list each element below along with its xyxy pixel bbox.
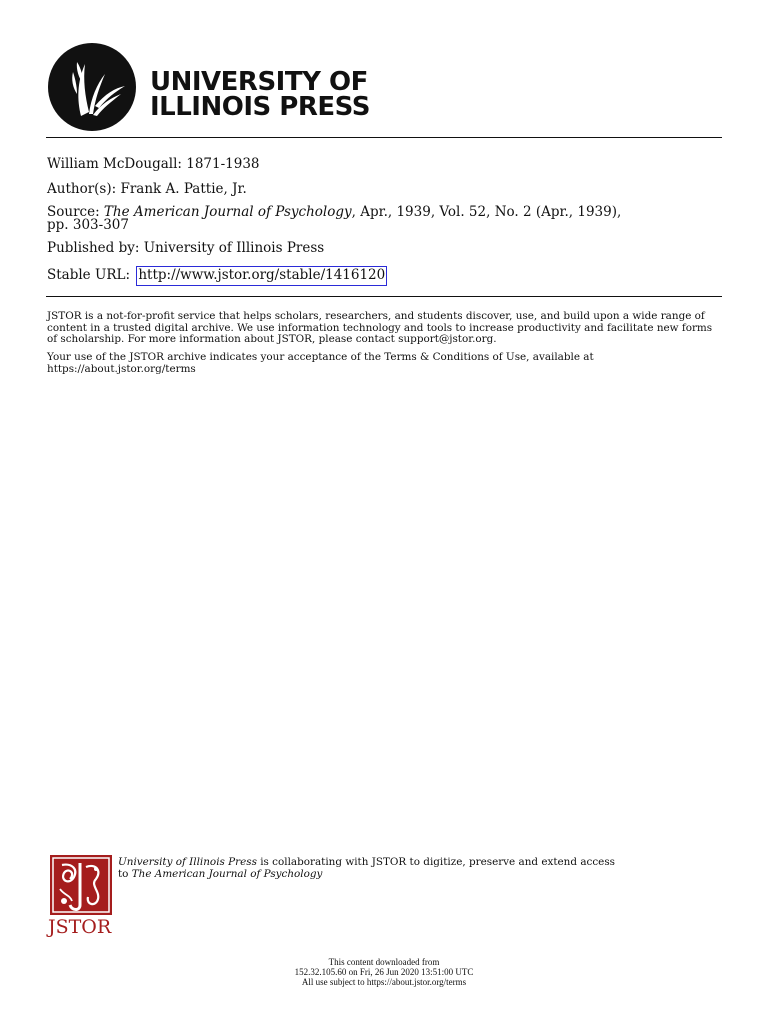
source-label: Source:	[47, 204, 100, 220]
article-publisher: Published by: University of Illinois Press	[47, 240, 325, 256]
collab-text: is collaborating with JSTOR to digitize, preserve and extend access	[256, 856, 615, 868]
university-of-illinois-press-logo	[47, 42, 370, 132]
article-author: Author(s): Frank A. Pattie, Jr.	[47, 181, 247, 197]
jstor-wordmark: JSTOR	[48, 916, 112, 938]
collab-press: University of Illinois Press	[118, 856, 257, 868]
footer-line-3: All use subject to https://about.jstor.org/terms	[301, 977, 467, 987]
collab-to: to	[118, 868, 132, 880]
stable-url-link[interactable]: http://www.jstor.org/stable/1416120	[136, 266, 387, 286]
press-emblem-icon	[47, 42, 137, 132]
jstor-seal-icon	[50, 855, 112, 915]
stable-url-label: Stable URL:	[47, 267, 131, 283]
source-pages: pp. 303-307	[47, 217, 129, 233]
source-details: , Apr., 1939, Vol. 52, No. 2 (Apr., 1939),	[351, 204, 622, 220]
collaboration-notice	[118, 856, 718, 880]
jstor-description: JSTOR is a not-for-profit service that helps scholars, researchers, and students discover, use, and build upon a wide range of content in a trusted digital archive. We use information technology and tools to increase productivity and facilitate new forms of scholarship. For more information about JSTOR, please contact support@jstor.org.	[47, 310, 713, 345]
footer-line-2: 152.32.105.60 on Fri, 26 Jun 2020 13:51:00 UTC	[294, 967, 474, 977]
source-journal: The American Journal of Psychology	[103, 204, 352, 220]
download-footer	[184, 957, 584, 987]
top-divider	[46, 137, 722, 138]
bottom-divider	[46, 296, 722, 297]
stable-url-row	[47, 266, 387, 286]
article-source	[47, 205, 621, 220]
article-title: William McDougall: 1871-1938	[47, 156, 260, 172]
collab-journal: The American Journal of Psychology	[131, 868, 323, 880]
footer-line-1: This content downloaded from	[328, 957, 440, 967]
terms-of-use-notice: Your use of the JSTOR archive indicates your acceptance of the Terms & Conditions of Use, available at https://about.jstor.org/terms	[47, 351, 594, 375]
logo-wordmark-line1: UNIVERSITY OF	[150, 67, 368, 97]
logo-wordmark-line2: ILLINOIS PRESS	[150, 92, 370, 122]
